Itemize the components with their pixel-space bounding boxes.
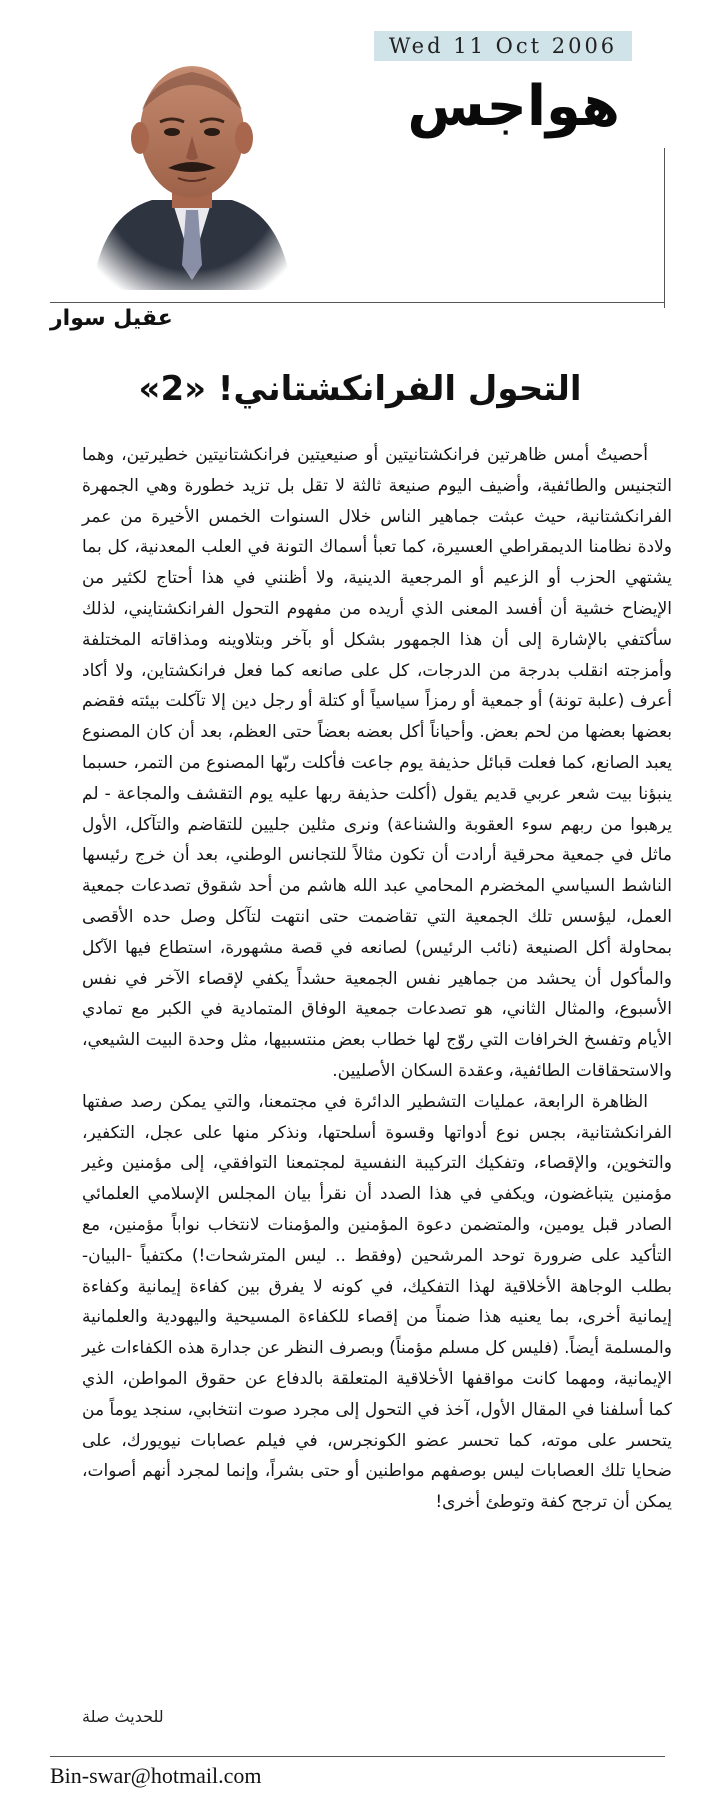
article-body — [82, 440, 672, 1518]
author-portrait — [72, 40, 312, 300]
header-vertical-rule — [664, 148, 665, 308]
article-paragraph-1: أحصيتُ أمس ظاهرتين فرانكشتانيتين أو صنيعيتين فرانكشتانيتين خطيرتين، وهما التجنيس والطائفية، وأضيف اليوم صنيعة ثالثة لا تقل بل تزيد خطورة وهي الجمهرة الفرانكشتانية، حيث عبثت جماهير الناس خلال السنوات الخمس الأخيرة من عمر ولادة نظامنا الديمقراطي العسيرة، كما تعبأ أسماك التونة في العلب المعدنية، كل بما يشتهي الحزب أو الزعيم أو المرجعية الدينية، ولا أظنني في هذا أحتاج لكثير من الإيضاح خشية أن أفسد المعنى الذي أريده من مفهوم التحول الفرانكشتايني، لذلك سأكتفي بالإشارة إلى أن هذا الجمهور بشكل أو بآخر وبتلاوينه ومذاقاته المختلفة وأمزجته انقلب بدرجة من الدرجات، كل على صانعه كما فعل فرانكشتاين، ولا أكاد أعرف (علبة تونة) أو جمعية أو رمزاً سياسياً أو كتلة أو رجل دين إلا تآكلت بيئته فقضم بعضها بعضها من لحم بعض. وأحياناً أكل بعضه بعضاً حتى العظم، بعد أن كان المصنوع يعبد الصانع، كما فعلت قبائل حذيفة يوم جاعت فأكلت ربّها المصنوع من التمر، حسبما ينبؤنا بيت شعر عربي قديم يقول (أكلت حذيفة ربها عليه يوم التقشف والمجاعة - لم يرهبوا من ربهم سوء العقوبة والشناعة) ونرى مثلين جليين للتقاضم والتآكل، الأول ماثل في جمعية محرقية أرادت أن تكون مثالاً للتجانس الوطني، بعد أن خرج رئيسها الناشط السياسي المخضرم المحامي عبد الله هاشم من أحد شقوق تصدعات جمعية العمل، ليؤسس تلك الجمعية التي تقاضمت حتى انتهت لتآكل وصل حده الأقصى بمحاولة أكل الصنيعة (نائب الرئيس) لصانعه في قصة مشهورة، استطاع فيها الآكل والمأكول أن يحشد من جماهير نفس الجمعية حشداً يكفي لإقصاء الآخر في نفس الأسبوع، والمثال الثاني، هو تصدعات جمعية الوفاق المتمادية في الكبر مع تمادي الأيام وتفسخ الخرافات التي روّج لها خطاب بعض منتسبيها، مثل وحدة البيت الشيعي، والاستحقاقات الطائفية، وعقدة السكان الأصليين. — [82, 445, 672, 1081]
article-paragraph-2: الظاهرة الرابعة، عمليات التشطير الدائرة في مجتمعنا، والتي يمكن رصد صفتها الفرانكشتانية، بجس نوع أدواتها وقسوة أسلحتها، ونذكر منها على عجل، التكفير، والتخوين، والإقصاء، وتفكيك التركيبة النفسية لمجتمعنا التوافقي، إلى مؤمنين وغير مؤمنين يتباغضون، ويكفي في هذا الصدد أن نقرأ بيان المجلس الإسلامي العلمائي الصادر قبل يومين، والمتضمن دعوة المؤمنين والمؤمنات لانتخاب نواباً مؤمنين، مع التأكيد على ضرورة توحد المرشحين (وفقط .. ليس المترشحات!) مكتفياً -البيان- بطلب الوجاهة الأخلاقية لهذا التفكيك، في كونه لا يفرق بين كفاءة إيمانية وكفاءة إيمانية أخرى، بما يعنيه هذا ضمناً من إقصاء للكفاءة المسيحية واليهودية والعلمانية والمسلمة أيضاً. (فليس كل مسلم مؤمناً) وبصرف النظر عن جدارة هذه الكفاءات غير الإيمانية، ومهما كانت مواقفها الأخلاقية المتعلقة بالدفاع عن حقوق المواطن، الذي كما أسلفنا في المقال الأول، آخذ في التحول إلى مجرد صوت انتخابي، سنجد يوماً من يتحسر على موته، كما تحسر عضو الكونجرس، في فيلم عصابات نيويورك، على ضحايا تلك العصابات ليس بوصفهم مواطنين أو حتى بشراً، وإنما لمجرد أنهم أصوات، يمكن أن ترجح كفة وتوطئ أخرى! — [82, 1091, 672, 1513]
article-signoff: للحديث صلة — [82, 1707, 164, 1726]
author-email[interactable]: Bin-swar@hotmail.com — [50, 1763, 262, 1788]
author-name: عقيل سوار — [50, 306, 173, 331]
footer-divider — [50, 1756, 665, 1757]
header-divider — [50, 302, 665, 303]
article-headline: التحول الفرانكشتاني! «2» — [138, 369, 582, 409]
column-title: هواجس — [407, 74, 620, 139]
date-banner: Wed 11 Oct 2006 — [374, 31, 632, 61]
